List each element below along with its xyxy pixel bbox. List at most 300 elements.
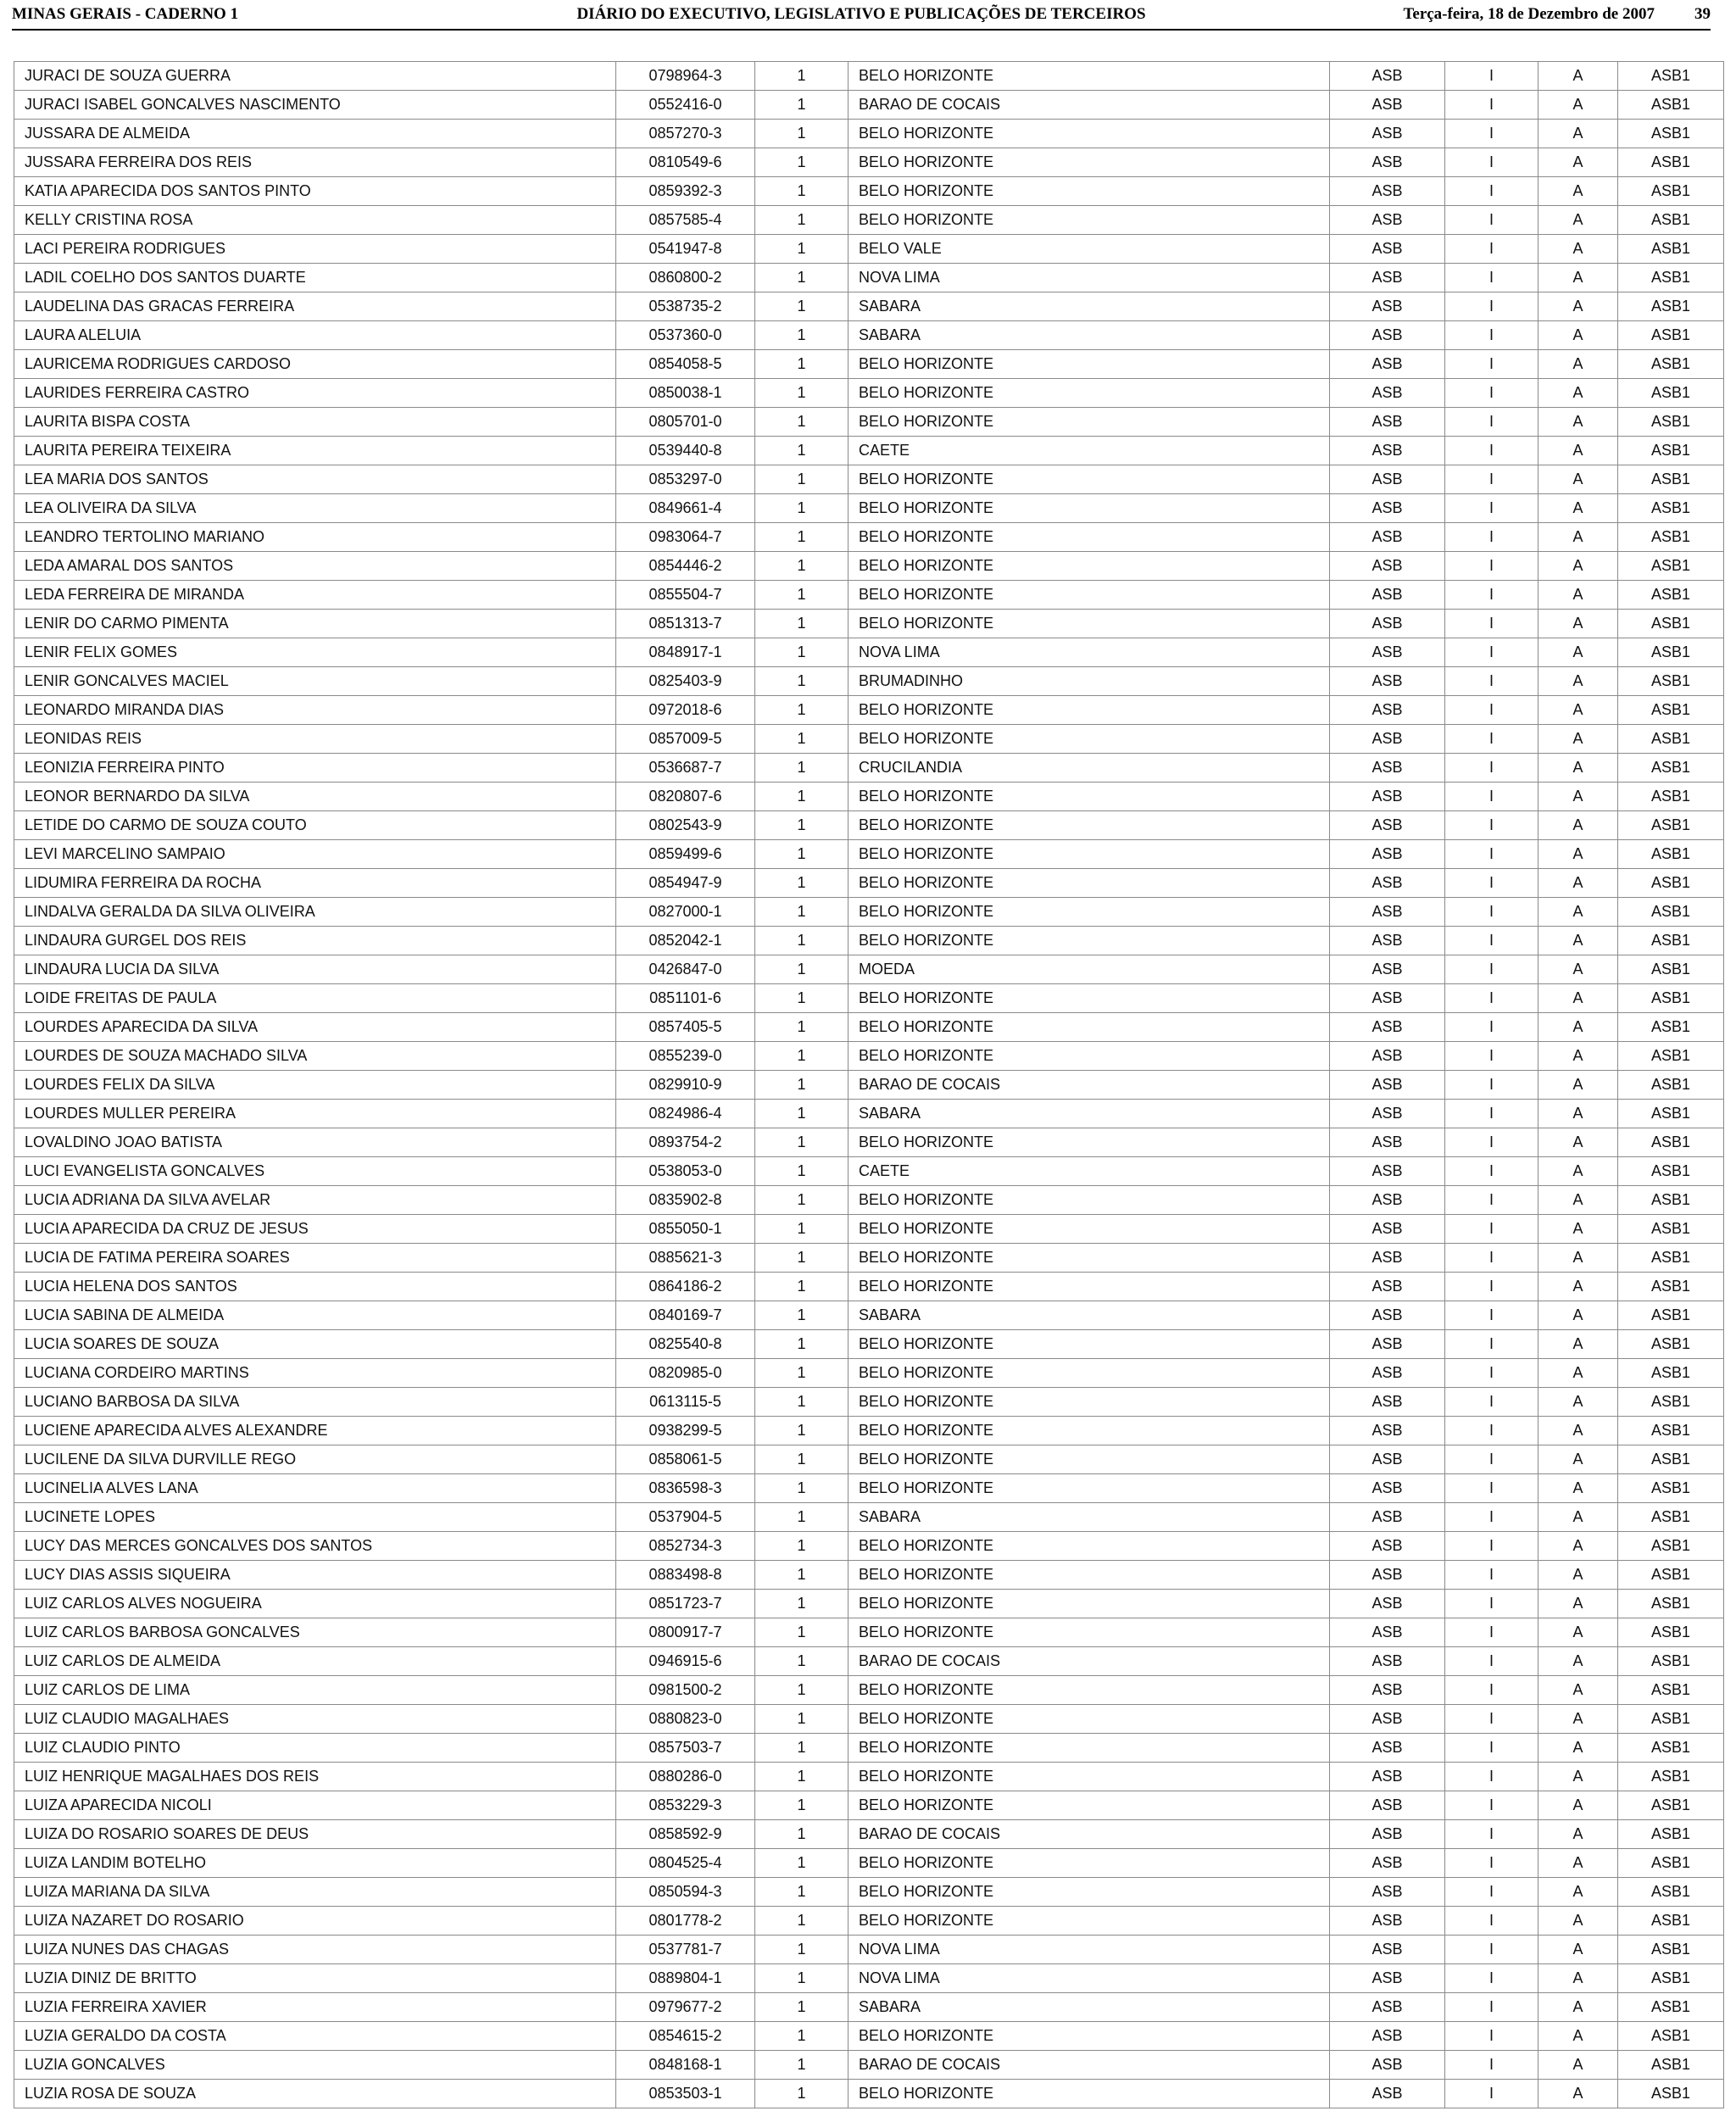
code-cell: ASB1 [1618, 1734, 1724, 1763]
masp-cell: 0858592-9 [616, 1820, 755, 1849]
name-cell: LUIZ CLAUDIO PINTO [14, 1734, 616, 1763]
admission-cell: 1 [755, 2080, 849, 2108]
admission-cell: 1 [755, 1532, 849, 1561]
name-cell: LEVI MARCELINO SAMPAIO [14, 840, 616, 869]
career-cell: ASB [1330, 1734, 1445, 1763]
city-cell: BELO HORIZONTE [849, 581, 1330, 610]
grade-cell: A [1538, 1186, 1618, 1215]
code-cell: ASB1 [1618, 1849, 1724, 1878]
code-cell: ASB1 [1618, 754, 1724, 783]
table-row [14, 725, 1724, 754]
grade-cell: A [1538, 811, 1618, 840]
masp-cell: 0800917-7 [616, 1618, 755, 1647]
level-cell: I [1445, 1359, 1538, 1388]
table-row [14, 1763, 1724, 1791]
name-cell: LUIZ CARLOS DE LIMA [14, 1676, 616, 1705]
code-cell: ASB1 [1618, 292, 1724, 321]
masp-cell: 0880823-0 [616, 1705, 755, 1734]
grade-cell: A [1538, 1503, 1618, 1532]
career-cell: ASB [1330, 1474, 1445, 1503]
city-cell: CAETE [849, 1157, 1330, 1186]
name-cell: LINDAURA GURGEL DOS REIS [14, 927, 616, 955]
city-cell: BELO HORIZONTE [849, 1445, 1330, 1474]
grade-cell: A [1538, 984, 1618, 1013]
grade-cell: A [1538, 523, 1618, 552]
level-cell: I [1445, 1964, 1538, 1993]
masp-cell: 0883498-8 [616, 1561, 755, 1590]
admission-cell: 1 [755, 581, 849, 610]
name-cell: LUZIA GONCALVES [14, 2051, 616, 2080]
city-cell: BELO HORIZONTE [849, 1590, 1330, 1618]
level-cell: I [1445, 321, 1538, 350]
level-cell: I [1445, 696, 1538, 725]
level-cell: I [1445, 898, 1538, 927]
level-cell: I [1445, 494, 1538, 523]
name-cell: LAURITA PEREIRA TEIXEIRA [14, 437, 616, 465]
level-cell: I [1445, 1186, 1538, 1215]
level-cell: I [1445, 725, 1538, 754]
name-cell: LOURDES APARECIDA DA SILVA [14, 1013, 616, 1042]
grade-cell: A [1538, 1676, 1618, 1705]
code-cell: ASB1 [1618, 1561, 1724, 1590]
grade-cell: A [1538, 1763, 1618, 1791]
level-cell: I [1445, 869, 1538, 898]
city-cell: BELO HORIZONTE [849, 1273, 1330, 1301]
city-cell: BARAO DE COCAIS [849, 1820, 1330, 1849]
table-row [14, 1561, 1724, 1590]
level-cell: I [1445, 1301, 1538, 1330]
grade-cell: A [1538, 1100, 1618, 1128]
city-cell: SABARA [849, 1100, 1330, 1128]
career-cell: ASB [1330, 1590, 1445, 1618]
grade-cell: A [1538, 1647, 1618, 1676]
career-cell: ASB [1330, 494, 1445, 523]
city-cell: BELO HORIZONTE [849, 1763, 1330, 1791]
city-cell: CAETE [849, 437, 1330, 465]
code-cell: ASB1 [1618, 1186, 1724, 1215]
career-cell: ASB [1330, 1301, 1445, 1330]
grade-cell: A [1538, 1532, 1618, 1561]
table-row [14, 148, 1724, 177]
grade-cell: A [1538, 1330, 1618, 1359]
code-cell: ASB1 [1618, 984, 1724, 1013]
masp-cell: 0541947-8 [616, 235, 755, 264]
career-cell: ASB [1330, 264, 1445, 292]
level-cell: I [1445, 523, 1538, 552]
admission-cell: 1 [755, 206, 849, 235]
admission-cell: 1 [755, 1907, 849, 1936]
masp-cell: 0827000-1 [616, 898, 755, 927]
masp-cell: 0857009-5 [616, 725, 755, 754]
masp-cell: 0804525-4 [616, 1849, 755, 1878]
level-cell: I [1445, 1820, 1538, 1849]
grade-cell: A [1538, 898, 1618, 927]
admission-cell: 1 [755, 235, 849, 264]
career-cell: ASB [1330, 1907, 1445, 1936]
admission-cell: 1 [755, 1647, 849, 1676]
level-cell: I [1445, 408, 1538, 437]
page-header [12, 3, 1711, 31]
name-cell: LIDUMIRA FERREIRA DA ROCHA [14, 869, 616, 898]
admission-cell: 1 [755, 177, 849, 206]
career-cell: ASB [1330, 1013, 1445, 1042]
level-cell: I [1445, 264, 1538, 292]
name-cell: LINDALVA GERALDA DA SILVA OLIVEIRA [14, 898, 616, 927]
career-cell: ASB [1330, 1186, 1445, 1215]
name-cell: LUIZ CARLOS DE ALMEIDA [14, 1647, 616, 1676]
masp-cell: 0825540-8 [616, 1330, 755, 1359]
career-cell: ASB [1330, 235, 1445, 264]
masp-cell: 0979677-2 [616, 1993, 755, 2022]
admission-cell: 1 [755, 1445, 849, 1474]
career-cell: ASB [1330, 581, 1445, 610]
name-cell: LUCIENE APARECIDA ALVES ALEXANDRE [14, 1417, 616, 1445]
masp-cell: 0849661-4 [616, 494, 755, 523]
table-row [14, 523, 1724, 552]
admission-cell: 1 [755, 1388, 849, 1417]
level-cell: I [1445, 927, 1538, 955]
name-cell: LUIZA LANDIM BOTELHO [14, 1849, 616, 1878]
code-cell: ASB1 [1618, 898, 1724, 927]
name-cell: LUCIANO BARBOSA DA SILVA [14, 1388, 616, 1417]
name-cell: KELLY CRISTINA ROSA [14, 206, 616, 235]
table-row [14, 1273, 1724, 1301]
masp-cell: 0854058-5 [616, 350, 755, 379]
city-cell: BELO HORIZONTE [849, 494, 1330, 523]
career-cell: ASB [1330, 1618, 1445, 1647]
name-cell: LAURA ALELUIA [14, 321, 616, 350]
city-cell: BARAO DE COCAIS [849, 2051, 1330, 2080]
masp-cell: 0850038-1 [616, 379, 755, 408]
table-row [14, 1590, 1724, 1618]
city-cell: BELO HORIZONTE [849, 1474, 1330, 1503]
masp-cell: 0840169-7 [616, 1301, 755, 1330]
code-cell: ASB1 [1618, 1964, 1724, 1993]
masp-cell: 0854615-2 [616, 2022, 755, 2051]
level-cell: I [1445, 955, 1538, 984]
code-cell: ASB1 [1618, 610, 1724, 638]
table-row [14, 1330, 1724, 1359]
grade-cell: A [1538, 1820, 1618, 1849]
code-cell: ASB1 [1618, 667, 1724, 696]
name-cell: LAURITA BISPA COSTA [14, 408, 616, 437]
admission-cell: 1 [755, 610, 849, 638]
admission-cell: 1 [755, 2022, 849, 2051]
table-row [14, 1503, 1724, 1532]
grade-cell: A [1538, 667, 1618, 696]
masp-cell: 0537360-0 [616, 321, 755, 350]
masp-cell: 0946915-6 [616, 1647, 755, 1676]
grade-cell: A [1538, 437, 1618, 465]
name-cell: LUCY DIAS ASSIS SIQUEIRA [14, 1561, 616, 1590]
level-cell: I [1445, 235, 1538, 264]
code-cell: ASB1 [1618, 1128, 1724, 1157]
table-row [14, 984, 1724, 1013]
admission-cell: 1 [755, 1791, 849, 1820]
admission-cell: 1 [755, 1763, 849, 1791]
name-cell: LUIZ CLAUDIO MAGALHAES [14, 1705, 616, 1734]
table-row [14, 1878, 1724, 1907]
city-cell: BELO HORIZONTE [849, 1388, 1330, 1417]
code-cell: ASB1 [1618, 1417, 1724, 1445]
career-cell: ASB [1330, 379, 1445, 408]
career-cell: ASB [1330, 1936, 1445, 1964]
masp-cell: 0852042-1 [616, 927, 755, 955]
code-cell: ASB1 [1618, 840, 1724, 869]
grade-cell: A [1538, 379, 1618, 408]
city-cell: BARAO DE COCAIS [849, 1071, 1330, 1100]
level-cell: I [1445, 1128, 1538, 1157]
code-cell: ASB1 [1618, 1100, 1724, 1128]
admission-cell: 1 [755, 1071, 849, 1100]
grade-cell: A [1538, 552, 1618, 581]
code-cell: ASB1 [1618, 725, 1724, 754]
table-row [14, 869, 1724, 898]
admission-cell: 1 [755, 292, 849, 321]
masp-cell: 0938299-5 [616, 1417, 755, 1445]
admission-cell: 1 [755, 1359, 849, 1388]
grade-cell: A [1538, 321, 1618, 350]
code-cell: ASB1 [1618, 321, 1724, 350]
career-cell: ASB [1330, 783, 1445, 811]
table-row [14, 667, 1724, 696]
masp-cell: 0855050-1 [616, 1215, 755, 1244]
admission-cell: 1 [755, 62, 849, 91]
masp-cell: 0855239-0 [616, 1042, 755, 1071]
name-cell: LUZIA DINIZ DE BRITTO [14, 1964, 616, 1993]
career-cell: ASB [1330, 321, 1445, 350]
career-cell: ASB [1330, 1244, 1445, 1273]
city-cell: NOVA LIMA [849, 638, 1330, 667]
name-cell: JURACI ISABEL GONCALVES NASCIMENTO [14, 91, 616, 120]
table-row [14, 1445, 1724, 1474]
table-row [14, 1964, 1724, 1993]
code-cell: ASB1 [1618, 1157, 1724, 1186]
table-row [14, 927, 1724, 955]
career-cell: ASB [1330, 955, 1445, 984]
admission-cell: 1 [755, 1474, 849, 1503]
city-cell: CRUCILANDIA [849, 754, 1330, 783]
name-cell: LEDA AMARAL DOS SANTOS [14, 552, 616, 581]
level-cell: I [1445, 1993, 1538, 2022]
level-cell: I [1445, 638, 1538, 667]
city-cell: BELO HORIZONTE [849, 1330, 1330, 1359]
admission-cell: 1 [755, 120, 849, 148]
career-cell: ASB [1330, 667, 1445, 696]
masp-cell: 0820985-0 [616, 1359, 755, 1388]
career-cell: ASB [1330, 1561, 1445, 1590]
career-cell: ASB [1330, 206, 1445, 235]
city-cell: BRUMADINHO [849, 667, 1330, 696]
grade-cell: A [1538, 62, 1618, 91]
city-cell: BELO HORIZONTE [849, 696, 1330, 725]
masp-cell: 0825403-9 [616, 667, 755, 696]
code-cell: ASB1 [1618, 235, 1724, 264]
career-cell: ASB [1330, 91, 1445, 120]
grade-cell: A [1538, 955, 1618, 984]
masp-cell: 0854947-9 [616, 869, 755, 898]
admission-cell: 1 [755, 1936, 849, 1964]
admission-cell: 1 [755, 2051, 849, 2080]
admission-cell: 1 [755, 1186, 849, 1215]
masp-cell: 0853503-1 [616, 2080, 755, 2108]
masp-cell: 0853229-3 [616, 1791, 755, 1820]
level-cell: I [1445, 811, 1538, 840]
code-cell: ASB1 [1618, 1301, 1724, 1330]
admission-cell: 1 [755, 350, 849, 379]
city-cell: SABARA [849, 321, 1330, 350]
table-row [14, 1705, 1724, 1734]
career-cell: ASB [1330, 62, 1445, 91]
career-cell: ASB [1330, 1763, 1445, 1791]
admission-cell: 1 [755, 523, 849, 552]
grade-cell: A [1538, 1618, 1618, 1647]
name-cell: LUIZA APARECIDA NICOLI [14, 1791, 616, 1820]
table-row [14, 1676, 1724, 1705]
grade-cell: A [1538, 783, 1618, 811]
grade-cell: A [1538, 465, 1618, 494]
code-cell: ASB1 [1618, 696, 1724, 725]
code-cell: ASB1 [1618, 955, 1724, 984]
level-cell: I [1445, 2022, 1538, 2051]
city-cell: BELO HORIZONTE [849, 1734, 1330, 1763]
career-cell: ASB [1330, 1676, 1445, 1705]
career-cell: ASB [1330, 638, 1445, 667]
name-cell: LUIZA DO ROSARIO SOARES DE DEUS [14, 1820, 616, 1849]
city-cell: BELO HORIZONTE [849, 898, 1330, 927]
city-cell: BELO HORIZONTE [849, 840, 1330, 869]
name-cell: JURACI DE SOUZA GUERRA [14, 62, 616, 91]
level-cell: I [1445, 465, 1538, 494]
table-row [14, 321, 1724, 350]
admission-cell: 1 [755, 1503, 849, 1532]
grade-cell: A [1538, 1561, 1618, 1590]
name-cell: LUCI EVANGELISTA GONCALVES [14, 1157, 616, 1186]
level-cell: I [1445, 1590, 1538, 1618]
masp-cell: 0538735-2 [616, 292, 755, 321]
code-cell: ASB1 [1618, 264, 1724, 292]
table-row [14, 552, 1724, 581]
admission-cell: 1 [755, 1676, 849, 1705]
code-cell: ASB1 [1618, 1071, 1724, 1100]
code-cell: ASB1 [1618, 350, 1724, 379]
grade-cell: A [1538, 1907, 1618, 1936]
city-cell: BELO HORIZONTE [849, 62, 1330, 91]
masp-cell: 0855504-7 [616, 581, 755, 610]
name-cell: LUIZ CARLOS ALVES NOGUEIRA [14, 1590, 616, 1618]
name-cell: LOURDES DE SOUZA MACHADO SILVA [14, 1042, 616, 1071]
name-cell: LEONARDO MIRANDA DIAS [14, 696, 616, 725]
masp-cell: 0824986-4 [616, 1100, 755, 1128]
table-row [14, 1734, 1724, 1763]
masp-cell: 0854446-2 [616, 552, 755, 581]
code-cell: ASB1 [1618, 1244, 1724, 1273]
career-cell: ASB [1330, 1273, 1445, 1301]
city-cell: BELO HORIZONTE [849, 1618, 1330, 1647]
admission-cell: 1 [755, 465, 849, 494]
level-cell: I [1445, 1244, 1538, 1273]
name-cell: LOIDE FREITAS DE PAULA [14, 984, 616, 1013]
grade-cell: A [1538, 581, 1618, 610]
city-cell: NOVA LIMA [849, 1964, 1330, 1993]
code-cell: ASB1 [1618, 1532, 1724, 1561]
career-cell: ASB [1330, 984, 1445, 1013]
name-cell: LUCIA APARECIDA DA CRUZ DE JESUS [14, 1215, 616, 1244]
code-cell: ASB1 [1618, 465, 1724, 494]
level-cell: I [1445, 1705, 1538, 1734]
city-cell: BELO HORIZONTE [849, 984, 1330, 1013]
table-row [14, 1618, 1724, 1647]
city-cell: BELO HORIZONTE [849, 1417, 1330, 1445]
city-cell: NOVA LIMA [849, 1936, 1330, 1964]
masp-cell: 0893754-2 [616, 1128, 755, 1157]
masp-cell: 0972018-6 [616, 696, 755, 725]
city-cell: BELO HORIZONTE [849, 177, 1330, 206]
level-cell: I [1445, 1100, 1538, 1128]
table-row [14, 1388, 1724, 1417]
grade-cell: A [1538, 1964, 1618, 1993]
admission-cell: 1 [755, 984, 849, 1013]
table-row [14, 1532, 1724, 1561]
level-cell: I [1445, 984, 1538, 1013]
table-row [14, 898, 1724, 927]
career-cell: ASB [1330, 869, 1445, 898]
table-row [14, 1820, 1724, 1849]
career-cell: ASB [1330, 1417, 1445, 1445]
city-cell: BELO HORIZONTE [849, 465, 1330, 494]
level-cell: I [1445, 754, 1538, 783]
masp-cell: 0889804-1 [616, 1964, 755, 1993]
masp-cell: 0851723-7 [616, 1590, 755, 1618]
grade-cell: A [1538, 927, 1618, 955]
publication-title: DIÁRIO DO EXECUTIVO, LEGISLATIVO E PUBLICAÇÕES DE TERCEIROS [576, 5, 1146, 23]
city-cell: BELO HORIZONTE [849, 1791, 1330, 1820]
grade-cell: A [1538, 120, 1618, 148]
masp-cell: 0613115-5 [616, 1388, 755, 1417]
level-cell: I [1445, 610, 1538, 638]
grade-cell: A [1538, 1128, 1618, 1157]
table-row [14, 91, 1724, 120]
table-row [14, 1849, 1724, 1878]
city-cell: BARAO DE COCAIS [849, 91, 1330, 120]
code-cell: ASB1 [1618, 62, 1724, 91]
city-cell: BELO HORIZONTE [849, 552, 1330, 581]
career-cell: ASB [1330, 1215, 1445, 1244]
code-cell: ASB1 [1618, 1330, 1724, 1359]
level-cell: I [1445, 437, 1538, 465]
name-cell: LUCIA HELENA DOS SANTOS [14, 1273, 616, 1301]
admission-cell: 1 [755, 1330, 849, 1359]
admission-cell: 1 [755, 840, 849, 869]
level-cell: I [1445, 1215, 1538, 1244]
publication-section: MINAS GERAIS - CADERNO 1 [12, 5, 239, 23]
name-cell: LAUDELINA DAS GRACAS FERREIRA [14, 292, 616, 321]
career-cell: ASB [1330, 1705, 1445, 1734]
masp-cell: 0851313-7 [616, 610, 755, 638]
career-cell: ASB [1330, 523, 1445, 552]
grade-cell: A [1538, 2022, 1618, 2051]
grade-cell: A [1538, 1273, 1618, 1301]
table-row [14, 120, 1724, 148]
career-cell: ASB [1330, 1071, 1445, 1100]
table-row [14, 2022, 1724, 2051]
city-cell: BELO HORIZONTE [849, 1013, 1330, 1042]
admission-cell: 1 [755, 379, 849, 408]
grade-cell: A [1538, 292, 1618, 321]
career-cell: ASB [1330, 840, 1445, 869]
servants-table [14, 61, 1724, 2108]
career-cell: ASB [1330, 1532, 1445, 1561]
